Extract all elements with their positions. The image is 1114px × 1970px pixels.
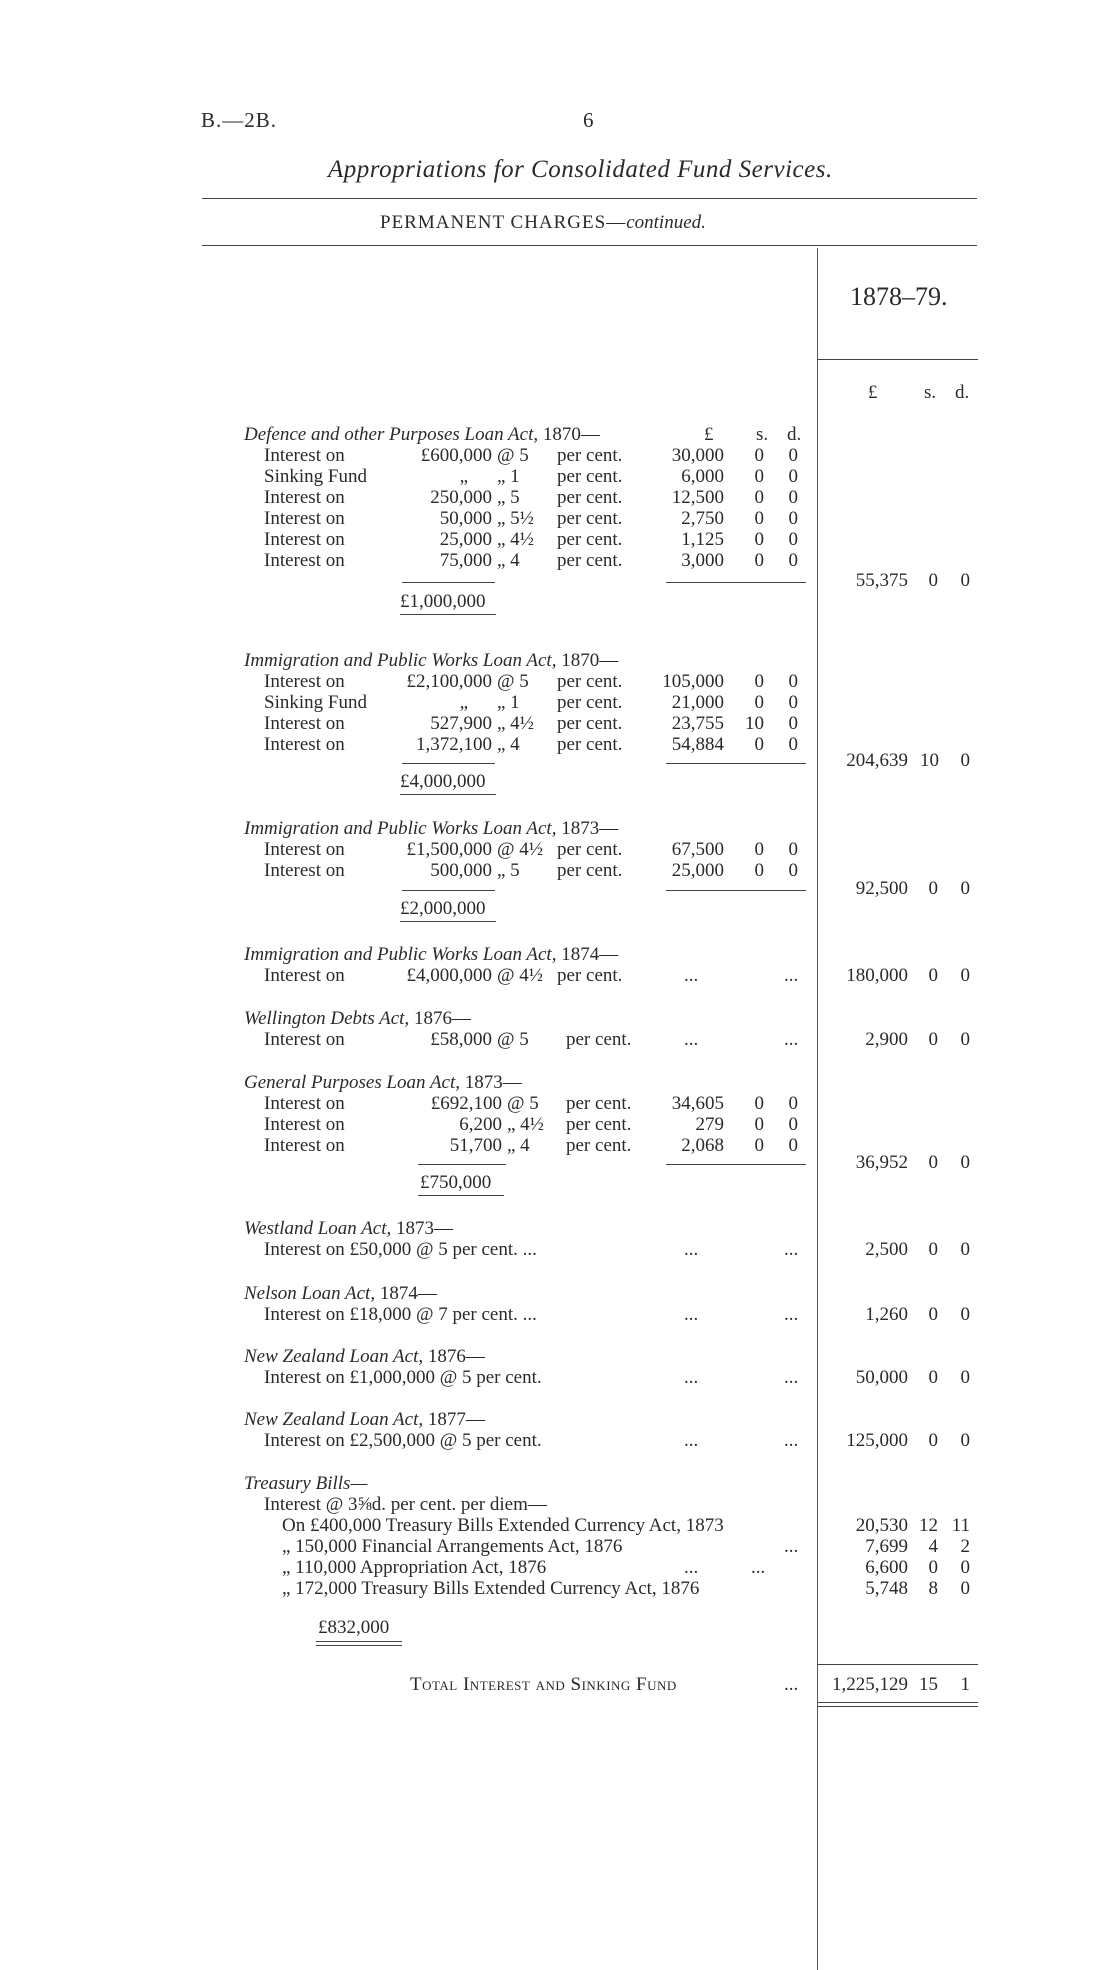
row-amount: 75,000 [439,550,492,571]
row-label: Interest on [264,713,345,734]
principal-total: £1,000,000 [400,591,486,612]
section-total-shillings: 0 [928,1239,938,1260]
inner-pound-head: £ [704,424,714,445]
bill-row-pounds: 6,600 [865,1557,908,1578]
row-rate: „ 4½ [497,713,534,734]
row-pence: 0 [788,466,798,487]
row-percent: per cent. [566,1135,632,1156]
leader-dots: ... [784,1430,799,1451]
row-pence: 0 [788,487,798,508]
row-pence: 0 [788,671,798,692]
grand-total-rule [818,1664,978,1665]
act-name: Westland Loan Act, [244,1218,392,1239]
subtotal-rule [666,582,806,583]
row-label: Interest on [264,1135,345,1156]
grand-total-pounds: 1,225,129 [832,1674,908,1695]
section-total-pounds: 204,639 [846,750,908,771]
row-percent: per cent. [557,713,623,734]
principal-underline [316,1641,402,1646]
row-shillings: 0 [754,529,764,550]
row-shillings: 0 [754,1135,764,1156]
bill-row-shillings: 4 [928,1536,938,1557]
section-title [244,1072,522,1094]
row-rate: „ 4 [497,550,520,571]
row-percent: per cent. [566,1114,632,1135]
row-amount: 25,000 [439,529,492,550]
row-percent: per cent. [557,466,623,487]
row-pounds: 2,750 [681,508,724,529]
section-title [244,1008,471,1030]
act-name: Immigration and Public Works Loan Act, [244,650,557,671]
act-year: 1877— [427,1409,485,1430]
row-label: Interest on [264,1114,345,1135]
bill-row-pounds: 7,699 [865,1536,908,1557]
row-pounds: 54,884 [671,734,724,755]
leader-dots: ... [784,1367,799,1388]
section-total-pence: 0 [960,750,970,771]
section-title [244,1283,437,1305]
row-pence: 0 [788,860,798,881]
row-pounds: 105,000 [662,671,724,692]
row-percent: per cent. [557,839,623,860]
row-shillings: 0 [754,839,764,860]
row-rate: @ 5 [497,671,529,692]
row-shillings: 0 [754,445,764,466]
row-label: Interest on [264,965,345,986]
act-year: 1870— [542,424,600,445]
section-total-shillings: 0 [928,1152,938,1173]
row-shillings: 10 [745,713,764,734]
row-pounds: 67,500 [671,839,724,860]
interest-rate-line: Interest @ 3⅝d. per cent. per diem— [264,1494,547,1515]
row-pence: 0 [788,550,798,571]
row-pence: 0 [788,508,798,529]
row-percent: per cent. [566,1093,632,1114]
row-pence: 0 [788,692,798,713]
row-shillings: 0 [754,1114,764,1135]
bill-row-text: On £400,000 Treasury Bills Extended Currency Act, 1873 [282,1515,724,1536]
row-amount: £1,500,000 [406,839,492,860]
section-total-pence: 0 [960,1367,970,1388]
row-amount: 50,000 [439,508,492,529]
subtotal-rule [666,1164,806,1165]
row-pence: 0 [788,1093,798,1114]
section-total-pounds: 55,375 [855,570,908,591]
section-subtitle [380,212,706,234]
bill-row-pence: 0 [960,1578,970,1599]
row-shillings: 0 [754,487,764,508]
row-amount: £692,100 [430,1093,502,1114]
act-name: Nelson Loan Act, [244,1283,376,1304]
section-total-pounds: 2,500 [865,1239,908,1260]
row-pounds: 3,000 [681,550,724,571]
row-rate: „ 1 [497,466,520,487]
row-label: Sinking Fund [264,466,367,487]
row-pounds: 34,605 [671,1093,724,1114]
bill-row-text: „ 172,000 Treasury Bills Extended Currency Act, 1876 [282,1578,700,1599]
row-pounds: 30,000 [671,445,724,466]
row-percent: per cent. [566,1029,632,1050]
row-rate: @ 5 [497,1029,529,1050]
row-pounds: 279 [695,1114,724,1135]
section-total-shillings: 0 [928,1029,938,1050]
leader-dots: ... [784,1239,799,1260]
principal-rule [418,1164,506,1165]
interest-line: Interest on £2,500,000 @ 5 per cent. [264,1430,542,1451]
title-rule [202,198,977,199]
row-rate: „ 1 [497,692,520,713]
section-total-shillings: 10 [920,750,939,771]
leader-dots: ... [684,1304,699,1325]
section-total-pence: 0 [960,965,970,986]
principal-underline [418,1195,504,1196]
section-title: Treasury Bills— [244,1473,368,1494]
section-total-pounds: 36,952 [855,1152,908,1173]
act-name: Immigration and Public Works Loan Act, [244,944,557,965]
leader-dots: ... [784,965,799,986]
leader-dots: ... [784,1674,799,1695]
section-total-pounds: 50,000 [855,1367,908,1388]
row-percent: per cent. [557,445,623,466]
act-year: 1876— [413,1008,471,1029]
row-shillings: 0 [754,734,764,755]
row-pounds: 1,125 [681,529,724,550]
act-year: 1873— [396,1218,454,1239]
row-pence: 0 [788,445,798,466]
bill-row-shillings: 8 [928,1578,938,1599]
act-name: New Zealand Loan Act, [244,1346,424,1367]
act-name: Immigration and Public Works Loan Act, [244,818,557,839]
principal-total: £750,000 [420,1172,492,1193]
principal-underline [400,794,496,795]
row-amount: 500,000 [430,860,492,881]
row-rate: „ 4½ [497,529,534,550]
document-reference: B.—2B. [201,108,278,132]
interest-line: Interest on £1,000,000 @ 5 per cent. [264,1367,542,1388]
row-pounds: 2,068 [681,1135,724,1156]
section-title [244,1346,485,1368]
row-pounds: 6,000 [681,466,724,487]
row-label: Interest on [264,529,345,550]
principal-underline [400,614,496,615]
act-year: 1876— [427,1346,485,1367]
row-label: Interest on [264,487,345,508]
row-amount: 1,372,100 [416,734,492,755]
row-amount: £4,000,000 [406,965,492,986]
section-total-pence: 0 [960,1430,970,1451]
section-title [244,818,618,840]
section-total-pounds: 180,000 [846,965,908,986]
section-total-shillings: 0 [928,1304,938,1325]
section-title [244,944,618,966]
row-pence: 0 [788,529,798,550]
row-percent: per cent. [557,734,623,755]
row-rate: „ 5½ [497,508,534,529]
row-percent: per cent. [557,671,623,692]
year-shilling-head: s. [924,382,937,403]
section-total-pounds: 92,500 [855,878,908,899]
act-year: 1873— [464,1072,522,1093]
page-number: 6 [583,108,594,132]
bill-row-pence: 11 [951,1515,970,1536]
section-total-pence: 0 [960,1304,970,1325]
row-amount: £2,100,000 [406,671,492,692]
act-year: 1870— [561,650,619,671]
row-label: Interest on [264,1029,345,1050]
row-rate: @ 5 [507,1093,539,1114]
row-percent: per cent. [557,860,623,881]
act-year: 1874— [379,1283,437,1304]
row-rate: @ 4½ [497,839,543,860]
principal-rule [402,763,495,764]
row-rate: „ 5 [497,487,520,508]
row-label: Interest on [264,550,345,571]
row-shillings: 0 [754,1093,764,1114]
row-shillings: 0 [754,692,764,713]
row-rate: @ 5 [497,445,529,466]
subtotal-rule [666,763,806,764]
section-total-pence: 0 [960,1152,970,1173]
leader-dots: ... [684,1430,699,1451]
act-name: New Zealand Loan Act, [244,1409,424,1430]
row-rate: „ 5 [497,860,520,881]
subtotal-rule [666,890,806,891]
leader-dots: ... [684,1239,699,1260]
section-title [244,424,600,446]
row-amount: £600,000 [420,445,492,466]
leader-dots: ... [684,1367,699,1388]
section-total-shillings: 0 [928,1367,938,1388]
row-pence: 0 [788,734,798,755]
section-total-shillings: 0 [928,878,938,899]
row-label: Sinking Fund [264,692,367,713]
row-pence: 0 [788,1135,798,1156]
row-percent: per cent. [557,487,623,508]
row-label: Interest on [264,445,345,466]
grand-total-pence: 1 [960,1674,970,1695]
subtitle-rule [202,245,977,246]
row-label: Interest on [264,734,345,755]
bill-row-pence: 0 [960,1557,970,1578]
subtitle-continued: continued. [626,212,706,233]
bill-row-text: „ 150,000 Financial Arrangements Act, 1876 [282,1536,623,1557]
subtitle-text: PERMANENT CHARGES— [380,212,627,233]
row-label: Interest on [264,508,345,529]
row-amount: 51,700 [449,1135,502,1156]
row-amount: £58,000 [430,1029,492,1050]
act-name: Defence and other Purposes Loan Act, [244,424,539,445]
bill-row-pounds: 20,530 [855,1515,908,1536]
row-shillings: 0 [754,466,764,487]
bill-row-shillings: 12 [919,1515,938,1536]
row-label: Interest on [264,839,345,860]
page-title: Appropriations for Consolidated Fund Services. [328,156,833,183]
section-total-pounds: 2,900 [865,1029,908,1050]
row-label: Interest on [264,671,345,692]
row-pounds: 23,755 [671,713,724,734]
row-pounds: 12,500 [671,487,724,508]
act-name: General Purposes Loan Act, [244,1072,461,1093]
principal-total: £2,000,000 [400,898,486,919]
row-percent: per cent. [557,529,623,550]
row-label: Interest on [264,860,345,881]
interest-line: Interest on £50,000 @ 5 per cent. ... [264,1239,537,1260]
row-pounds: 25,000 [671,860,724,881]
row-amount: 250,000 [430,487,492,508]
row-pounds: 21,000 [671,692,724,713]
bill-row-shillings: 0 [928,1557,938,1578]
row-pence: 0 [788,839,798,860]
leader-dots: ... [684,965,699,986]
section-total-shillings: 0 [928,570,938,591]
row-rate: @ 4½ [497,965,543,986]
act-year: 1873— [561,818,619,839]
section-title [244,1218,453,1240]
grand-total-double-rule [818,1702,978,1707]
row-label: Interest on [264,1093,345,1114]
principal-rule [402,890,495,891]
section-total-pence: 0 [960,878,970,899]
section-title [244,650,618,672]
row-shillings: 0 [754,550,764,571]
row-percent: per cent. [557,550,623,571]
row-amount: „ [459,692,468,713]
section-total-pounds: 125,000 [846,1430,908,1451]
row-pence: 0 [788,1114,798,1135]
row-percent: per cent. [557,692,623,713]
principal-rule [402,582,495,583]
bill-row-text: „ 110,000 Appropriation Act, 1876 [282,1557,547,1578]
row-pence: 0 [788,713,798,734]
year-heading-rule [818,359,978,360]
grand-total-label: Total Interest and Sinking Fund [410,1674,677,1695]
act-year: 1874— [561,944,619,965]
bill-row-pounds: 5,748 [865,1578,908,1599]
row-amount: 6,200 [459,1114,502,1135]
row-rate: „ 4½ [507,1114,544,1135]
section-total-pence: 0 [960,1029,970,1050]
leader-dots: ... [784,1536,799,1557]
row-rate: „ 4 [507,1135,530,1156]
section-total-shillings: 0 [928,965,938,986]
section-title [244,1409,485,1431]
row-percent: per cent. [557,965,623,986]
principal-total: £832,000 [318,1617,390,1638]
year-heading: 1878–79. [850,282,948,311]
grand-total-shillings: 15 [919,1674,938,1695]
inner-shilling-head: s. [756,424,769,445]
section-total-shillings: 0 [928,1430,938,1451]
section-total-pence: 0 [960,570,970,591]
year-pound-head: £ [868,382,878,403]
leader-dots: ... [784,1304,799,1325]
bill-row-pence: 2 [960,1536,970,1557]
leader-dots: ... [684,1029,699,1050]
row-shillings: 0 [754,860,764,881]
section-total-pence: 0 [960,1239,970,1260]
act-name: Wellington Debts Act, [244,1008,410,1029]
row-shillings: 0 [754,671,764,692]
row-amount: „ [459,466,468,487]
leader-dots: ... [784,1029,799,1050]
interest-line: Interest on £18,000 @ 7 per cent. ... [264,1304,537,1325]
principal-total: £4,000,000 [400,771,486,792]
section-total-pounds: 1,260 [865,1304,908,1325]
row-rate: „ 4 [497,734,520,755]
row-shillings: 0 [754,508,764,529]
row-amount: 527,900 [430,713,492,734]
year-column-divider [817,248,818,1970]
row-percent: per cent. [557,508,623,529]
year-pence-head: d. [955,382,970,403]
principal-underline [400,921,496,922]
inner-pence-head: d. [787,424,802,445]
leader-dots: ... ... [684,1557,766,1578]
